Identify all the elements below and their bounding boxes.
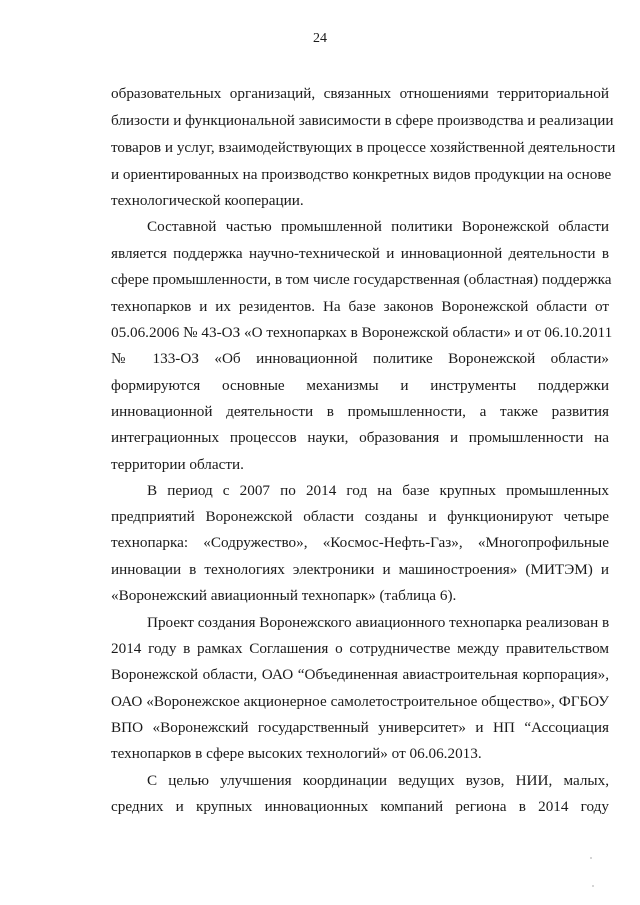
text-line: инновации в технологиях электроники и машиностроения» (МИТЭМ) и [111, 561, 609, 578]
text-line: «Воронежский авиационный технопарк» (таблица 6). [111, 587, 457, 604]
text-line: близости и функциональной зависимости в сфере производства и реализации [111, 112, 614, 129]
text-line: образовательных организаций, связанных отношениями территориальной [111, 85, 609, 102]
text-line: 05.06.2006 № 43-ОЗ «О технопарках в Воронежской области» и от 06.10.2011 [111, 324, 613, 341]
page-number: 24 [313, 31, 327, 46]
text-line: Воронежской области, ОАО “Объединенная авиастроительная корпорация», [111, 666, 609, 683]
text-line: ВПО «Воронежский государственный университет» и НП “Ассоциация [111, 719, 609, 736]
text-line: сфере промышленности, в том числе государственная (областная) поддержка [111, 271, 612, 288]
scan-speck [592, 885, 594, 887]
text-line: технопарков в сфере высоких технологий» от 06.06.2013. [111, 745, 482, 762]
text-line: товаров и услуг, взаимодействующих в процессе хозяйственной деятельности [111, 139, 616, 156]
text-line: технопарка: «Содружество», «Космос-Нефть-Газ», «Многопрофильные [111, 534, 609, 551]
text-line: № 133-ОЗ «Об инновационной политике Воронежской области» [111, 350, 609, 367]
text-line: территории области. [111, 456, 244, 473]
text-line: формируются основные механизмы и инструменты поддержки [111, 377, 609, 394]
text-line: В период с 2007 по 2014 год на базе крупных промышленных [147, 482, 609, 499]
text-line: ОАО «Воронежское акционерное самолетостроительное общество», ФГБОУ [111, 693, 609, 710]
text-line: и ориентированных на производство конкретных видов продукции на основе [111, 166, 612, 183]
text-line: С целью улучшения координации ведущих вузов, НИИ, малых, [147, 772, 609, 789]
text-line: Проект создания Воронежского авиационного технопарка реализован в [147, 614, 610, 631]
text-line: технологической кооперации. [111, 192, 304, 209]
text-line: средних и крупных инновационных компаний региона в 2014 году [111, 798, 609, 815]
text-line: технопарков и их резидентов. На базе законов Воронежской области от [111, 298, 609, 315]
text-line: 2014 году в рамках Соглашения о сотрудничестве между правительством [111, 640, 609, 657]
text-line: инновационной деятельности в промышленности, а также развития [111, 403, 609, 420]
text-line: предприятий Воронежской области созданы и функционируют четыре [111, 508, 609, 525]
text-line: Составной частью промышленной политики Воронежской области [147, 218, 609, 235]
text-line: является поддержка научно-технической и инновационной деятельности в [111, 245, 609, 262]
scan-speck [590, 857, 592, 859]
text-line: интеграционных процессов науки, образования и промышленности на [111, 429, 609, 446]
